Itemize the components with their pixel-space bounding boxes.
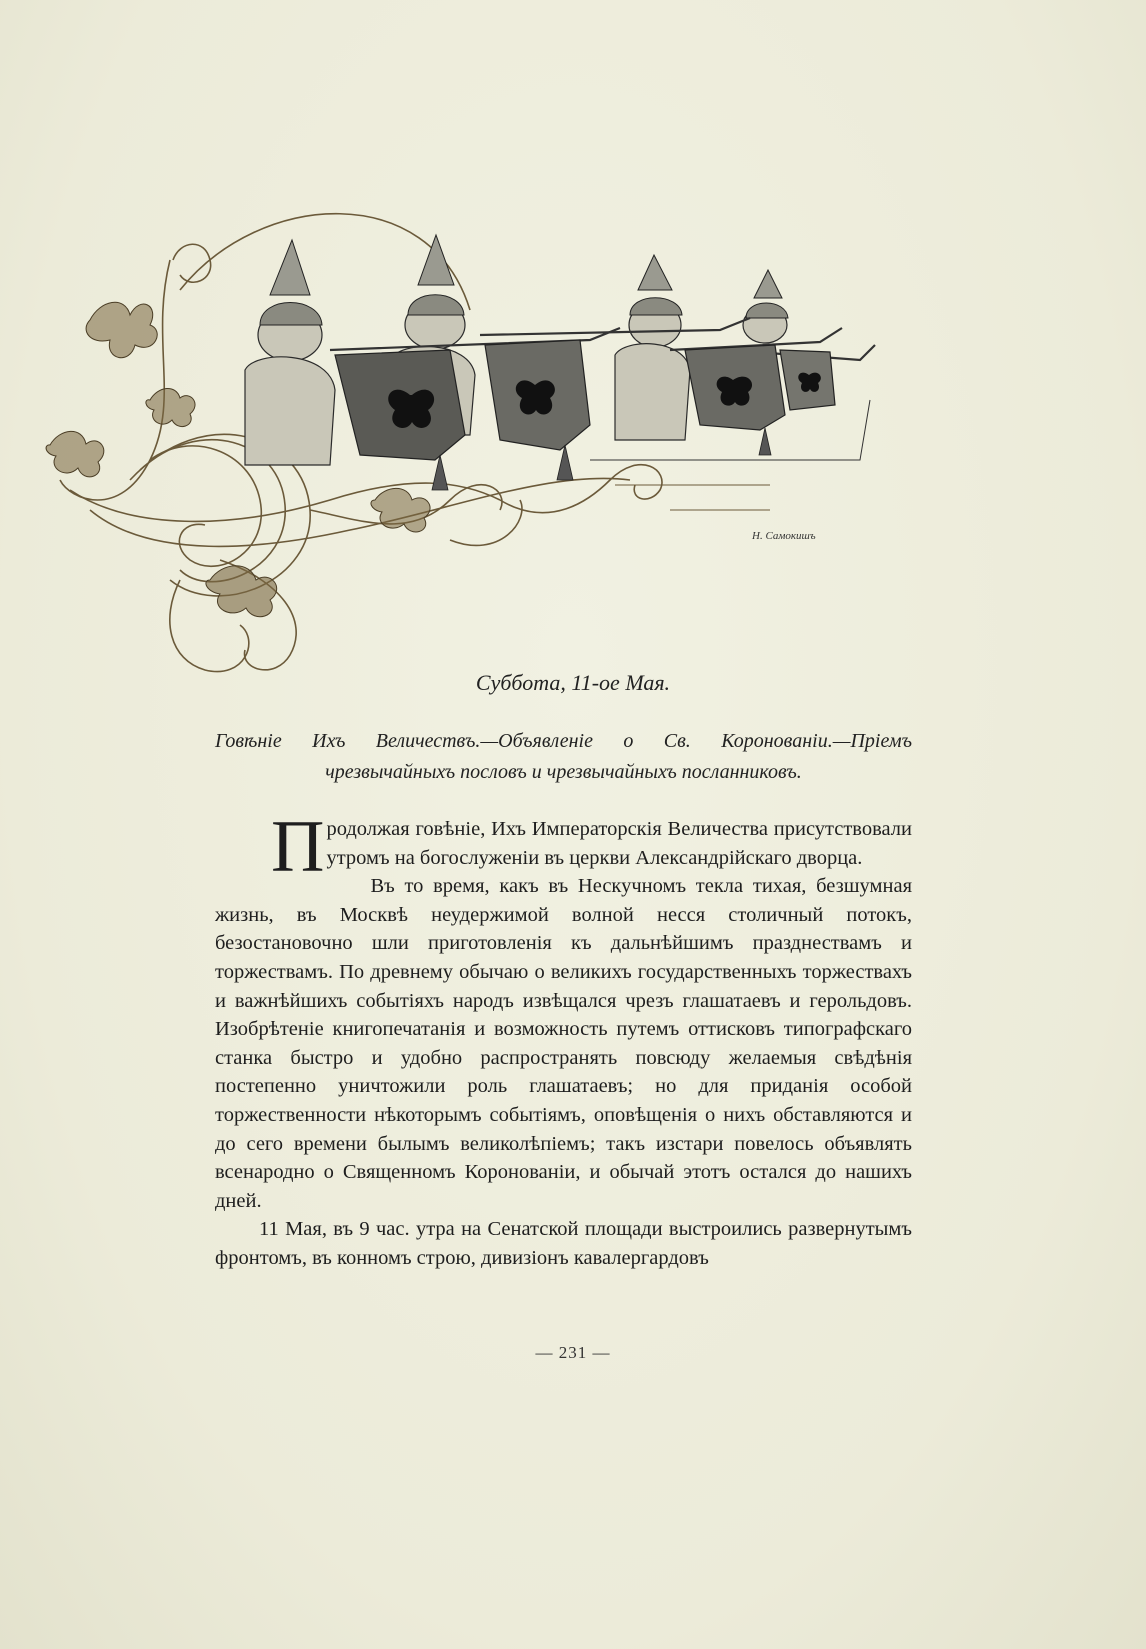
date-heading: Суббота, 11-ое Мая. bbox=[475, 670, 671, 695]
chapter-summary: Говѣніе Ихъ Величествъ.—Объявленіе о Св. Коронованіи.—Пріемъ чрезвычайныхъ пословъ и чрезвычайныхъ посланниковъ. bbox=[215, 730, 912, 783]
drop-cap: П bbox=[271, 806, 325, 888]
body-text bbox=[215, 806, 912, 1273]
heralds-trumpeters-illustration bbox=[30, 200, 920, 700]
paragraph-1 bbox=[215, 806, 912, 888]
paragraph-3: 11 Мая, въ 9 час. утра на Сенатской площади выстроились развернутымъ фронтомъ, въ конномъ строю, дивизіонъ кавалергардовъ bbox=[215, 1218, 912, 1269]
page-number: — 231 — bbox=[535, 1343, 611, 1362]
paragraph-1-text: родолжая говѣніе, Ихъ Императорскія Величества присутствовали утромъ на богослуженіи въ церкви Александрійскаго дворца. bbox=[326, 818, 912, 869]
paragraph-2: Въ то время, какъ въ Нескучномъ текла тихая, безшумная жизнь, въ Москвѣ неудержимой волной несся столичный потокъ, безостановочно шли приготовленія къ дальнѣйшимъ празднествамъ и торжествамъ. По древнему обычаю о великихъ государственныхъ торжествахъ и важнѣйшихъ событіяхъ народъ извѣщался чрезъ глашатаевъ и герольдовъ. Изобрѣтеніе книгопечатанія и возможность путемъ оттисковъ типографскаго станка быстро и удобно распространять повсюду желаемыя свѣдѣнія постепенно уничтожили роль глашатаевъ; но для приданія особой торжественности нѣкоторымъ событіямъ, оповѣщенія о нихъ обставляются и до сего времени былымъ великолѣпіемъ; такъ изстари повелось объявлять всенародно о Священномъ Коронованіи, и обычай этотъ остался до нашихъ дней. bbox=[215, 875, 912, 1212]
artist-signature: Н. Самокишъ bbox=[752, 530, 816, 542]
